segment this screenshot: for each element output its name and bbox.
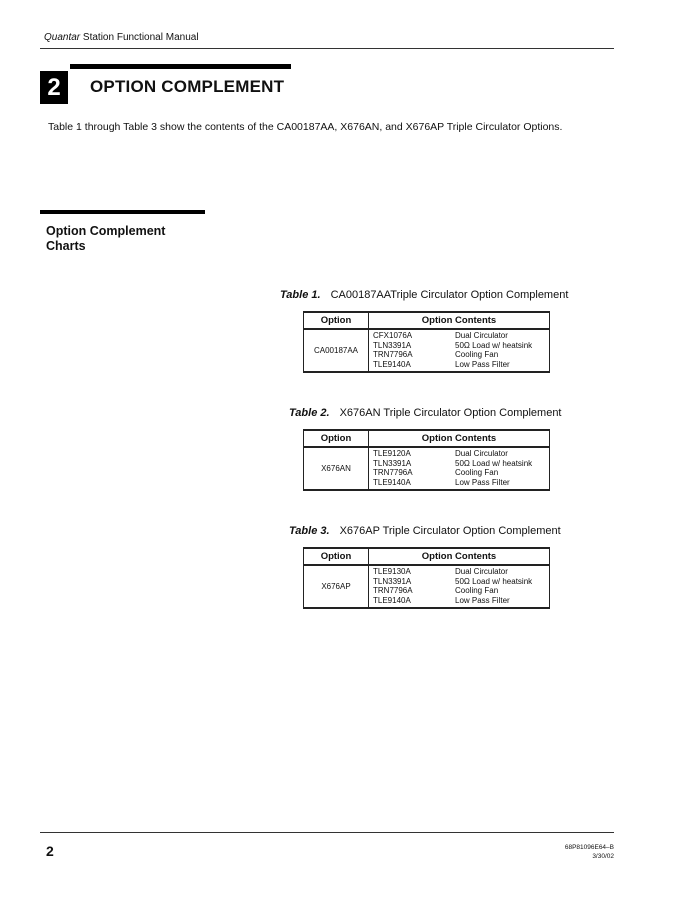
chapter-title: OPTION COMPLEMENT (90, 77, 285, 96)
content-row (373, 331, 545, 341)
doc-date: 3/30/02 (592, 853, 614, 860)
part-description: 50Ω Load w/ heatsink (455, 576, 533, 586)
running-header (44, 32, 199, 43)
option-contents (369, 447, 550, 490)
header-brand: Quantar (44, 32, 81, 43)
part-number: TRN7796A (373, 350, 413, 359)
document-number (565, 843, 614, 861)
content-row (373, 350, 545, 360)
part-number: TLE9140A (373, 477, 411, 487)
part-number: TLE9140A (373, 359, 411, 369)
part-description: Cooling Fan (455, 468, 499, 477)
table-number: Table 3. (289, 525, 330, 537)
col-header-option: Option (304, 548, 369, 565)
content-row (373, 567, 545, 577)
part-number: TRN7796A (373, 586, 413, 595)
option-code: X676AN (304, 447, 369, 490)
part-number: TLE9120A (373, 449, 411, 458)
section-bar (40, 210, 205, 214)
col-header-contents: Option Contents (369, 312, 550, 329)
part-description: Cooling Fan (455, 350, 499, 359)
table-caption (289, 525, 561, 537)
page-number: 2 (46, 843, 54, 859)
col-header-option: Option (304, 430, 369, 447)
content-row (373, 449, 545, 459)
footer-divider (40, 832, 614, 833)
part-description: Dual Circulator (455, 449, 508, 458)
table-title: X676AN Triple Circulator Option Complement (339, 407, 562, 419)
part-number: TLE9140A (373, 595, 411, 605)
option-table (303, 429, 550, 491)
header-divider (40, 48, 614, 49)
part-number: CFX1076A (373, 331, 413, 340)
content-row (373, 341, 545, 351)
content-row (373, 586, 545, 596)
part-number: TLE9130A (373, 567, 411, 576)
table-title: CA00187AATriple Circulator Option Complement (330, 289, 569, 301)
intro-paragraph: Table 1 through Table 3 show the contents of the CA00187AA, X676AN, and X676AP Triple Circulator Options. (48, 121, 563, 133)
part-number: TLN3391A (373, 576, 412, 586)
option-contents (369, 329, 550, 372)
chapter-bar (70, 64, 291, 69)
content-row (373, 459, 545, 469)
option-table (303, 547, 550, 609)
part-description: Low Pass Filter (455, 595, 510, 605)
part-description: 50Ω Load w/ heatsink (455, 458, 533, 468)
section-heading: Option Complement Charts (46, 224, 166, 253)
table-number: Table 2. (289, 407, 330, 419)
part-description: Low Pass Filter (455, 477, 510, 487)
table-caption (289, 407, 562, 419)
part-description: Dual Circulator (455, 331, 508, 340)
table-title: X676AP Triple Circulator Option Complement (339, 525, 561, 537)
table-caption (280, 289, 568, 301)
content-row (373, 468, 545, 478)
chapter-number: 2 (40, 71, 68, 104)
content-row (373, 596, 545, 606)
part-description: Low Pass Filter (455, 359, 510, 369)
doc-id: 68P81096E64–B (564, 844, 614, 851)
part-description: Cooling Fan (455, 586, 499, 595)
part-number: TLN3391A (373, 458, 412, 468)
option-contents (369, 565, 550, 608)
part-description: 50Ω Load w/ heatsink (455, 340, 533, 350)
content-row (373, 478, 545, 488)
part-number: TRN7796A (373, 468, 413, 477)
header-title: Station Functional Manual (80, 32, 199, 43)
content-row (373, 360, 545, 370)
col-header-option: Option (304, 312, 369, 329)
part-number: TLN3391A (373, 340, 412, 350)
col-header-contents: Option Contents (369, 548, 550, 565)
part-description: Dual Circulator (455, 567, 508, 576)
content-row (373, 577, 545, 587)
option-table (303, 311, 550, 373)
table-number: Table 1. (280, 289, 321, 301)
option-code: CA00187AA (304, 329, 369, 372)
option-code: X676AP (304, 565, 369, 608)
col-header-contents: Option Contents (369, 430, 550, 447)
